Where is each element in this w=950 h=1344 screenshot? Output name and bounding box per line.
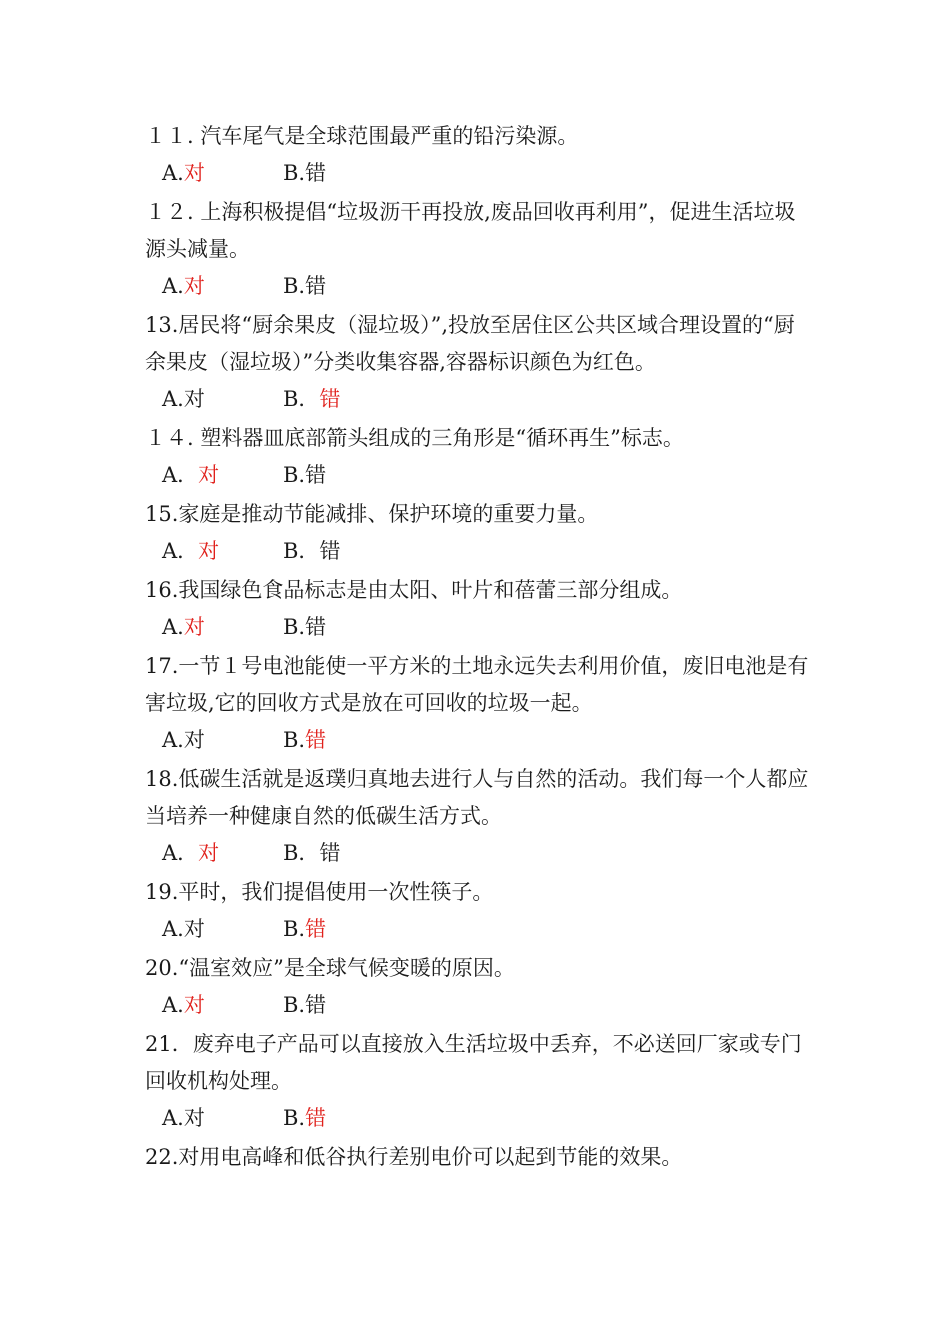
option-b-label: B．	[283, 539, 320, 563]
answer-options	[145, 457, 810, 494]
option-a	[162, 533, 283, 570]
option-b	[283, 987, 326, 1024]
question-text: １１. 汽车尾气是全球范围最严重的铅污染源。	[145, 124, 579, 148]
question-text: 15.家庭是推动节能减排、保护环境的重要力量。	[145, 502, 599, 526]
option-a-text: 对	[183, 387, 205, 411]
option-a-text: 对	[198, 539, 220, 563]
option-b-label: B.	[283, 161, 306, 185]
option-a-label: A.	[162, 1106, 184, 1130]
option-a-text: 对	[183, 728, 205, 752]
option-a-label: A．	[162, 463, 199, 487]
option-b-text: 错	[305, 993, 327, 1017]
question-text: 18.低碳生活就是返璞归真地去进行人与自然的活动。我们每一个人都应当培养一种健康自然的低碳生活方式。	[145, 767, 809, 828]
option-a	[162, 722, 283, 759]
option-a	[162, 609, 283, 646]
option-b-label: B.	[283, 274, 306, 298]
option-b-label: B.	[283, 917, 306, 941]
option-b-label: B.	[283, 1106, 306, 1130]
option-a-label: A.	[162, 917, 184, 941]
option-b	[283, 155, 326, 192]
option-b-text: 错	[319, 539, 341, 563]
option-a-label: A.	[162, 993, 184, 1017]
option-a	[162, 457, 283, 494]
answer-options	[145, 722, 810, 759]
answer-options	[145, 609, 810, 646]
option-a	[162, 381, 283, 418]
question-text: 20.“温室效应”是全球气候变暖的原因。	[145, 956, 515, 980]
option-b	[283, 722, 326, 759]
option-b	[283, 533, 340, 570]
question-text: 13.居民将“厨余果皮（湿垃圾）”,投放至居住区公共区域合理设置的“厨余果皮（湿垃圾）”分类收集容器,容器标识颜色为红色。	[145, 313, 795, 374]
option-a-text: 对	[183, 274, 205, 298]
option-a-label: A.	[162, 615, 184, 639]
option-a-text: 对	[183, 161, 205, 185]
option-a-text: 对	[183, 993, 205, 1017]
option-b-text: 错	[319, 841, 341, 865]
option-b-label: B.	[283, 463, 306, 487]
answer-options	[145, 155, 810, 192]
question-text: 19.平时，我们提倡使用一次性筷子。	[145, 880, 494, 904]
answer-options	[145, 533, 810, 570]
question-text: 22.对用电高峰和低谷执行差别电价可以起到节能的效果。	[145, 1145, 683, 1169]
option-a	[162, 987, 283, 1024]
option-b	[283, 268, 326, 305]
option-a	[162, 835, 283, 872]
option-b-label: B.	[283, 728, 306, 752]
option-b-text: 错	[305, 728, 327, 752]
option-a-label: A.	[162, 728, 184, 752]
option-a	[162, 911, 283, 948]
option-b-label: B.	[283, 615, 306, 639]
option-b	[283, 457, 326, 494]
option-b-text: 错	[305, 1106, 327, 1130]
option-a	[162, 268, 283, 305]
option-b	[283, 1100, 326, 1137]
question-text: １４. 塑料器皿底部箭头组成的三角形是“循环再生”标志。	[145, 426, 684, 450]
option-b	[283, 381, 340, 418]
option-b-text: 错	[305, 161, 327, 185]
option-b-label: B.	[283, 993, 306, 1017]
option-b	[283, 835, 340, 872]
option-a-text: 对	[183, 1106, 205, 1130]
option-a	[162, 155, 283, 192]
option-b-label: B．	[283, 387, 320, 411]
option-a-label: A.	[162, 274, 184, 298]
answer-options	[145, 911, 810, 948]
question-text: 17.一节１号电池能使一平方米的土地永远失去利用价值，废旧电池是有害垃圾,它的回收方式是放在可回收的垃圾一起。	[145, 654, 809, 715]
answer-options	[145, 987, 810, 1024]
option-b-text: 错	[305, 274, 327, 298]
option-a-text: 对	[198, 841, 220, 865]
option-b	[283, 911, 326, 948]
question-list	[145, 118, 810, 1176]
question-text: 16.我国绿色食品标志是由太阳、叶片和蓓蕾三部分组成。	[145, 578, 683, 602]
option-b-text: 错	[305, 463, 327, 487]
answer-options	[145, 835, 810, 872]
option-a-label: A．	[162, 539, 199, 563]
option-b-label: B．	[283, 841, 320, 865]
option-b-text: 错	[305, 917, 327, 941]
answer-options	[145, 1100, 810, 1137]
option-b-text: 错	[305, 615, 327, 639]
option-a	[162, 1100, 283, 1137]
question-text: 21．废弃电子产品可以直接放入生活垃圾中丢弃，不必送回厂家或专门回收机构处理。	[145, 1032, 802, 1093]
option-a-label: A.	[162, 387, 184, 411]
option-a-label: A．	[162, 841, 199, 865]
option-a-text: 对	[198, 463, 220, 487]
option-a-text: 对	[183, 917, 205, 941]
option-b	[283, 609, 326, 646]
answer-options	[145, 268, 810, 305]
option-a-label: A.	[162, 161, 184, 185]
option-a-text: 对	[183, 615, 205, 639]
answer-options	[145, 381, 810, 418]
question-text: １２. 上海积极提倡“垃圾沥干再投放,废品回收再利用”，促进生活垃圾源头减量。	[145, 200, 796, 261]
option-b-text: 错	[319, 387, 341, 411]
